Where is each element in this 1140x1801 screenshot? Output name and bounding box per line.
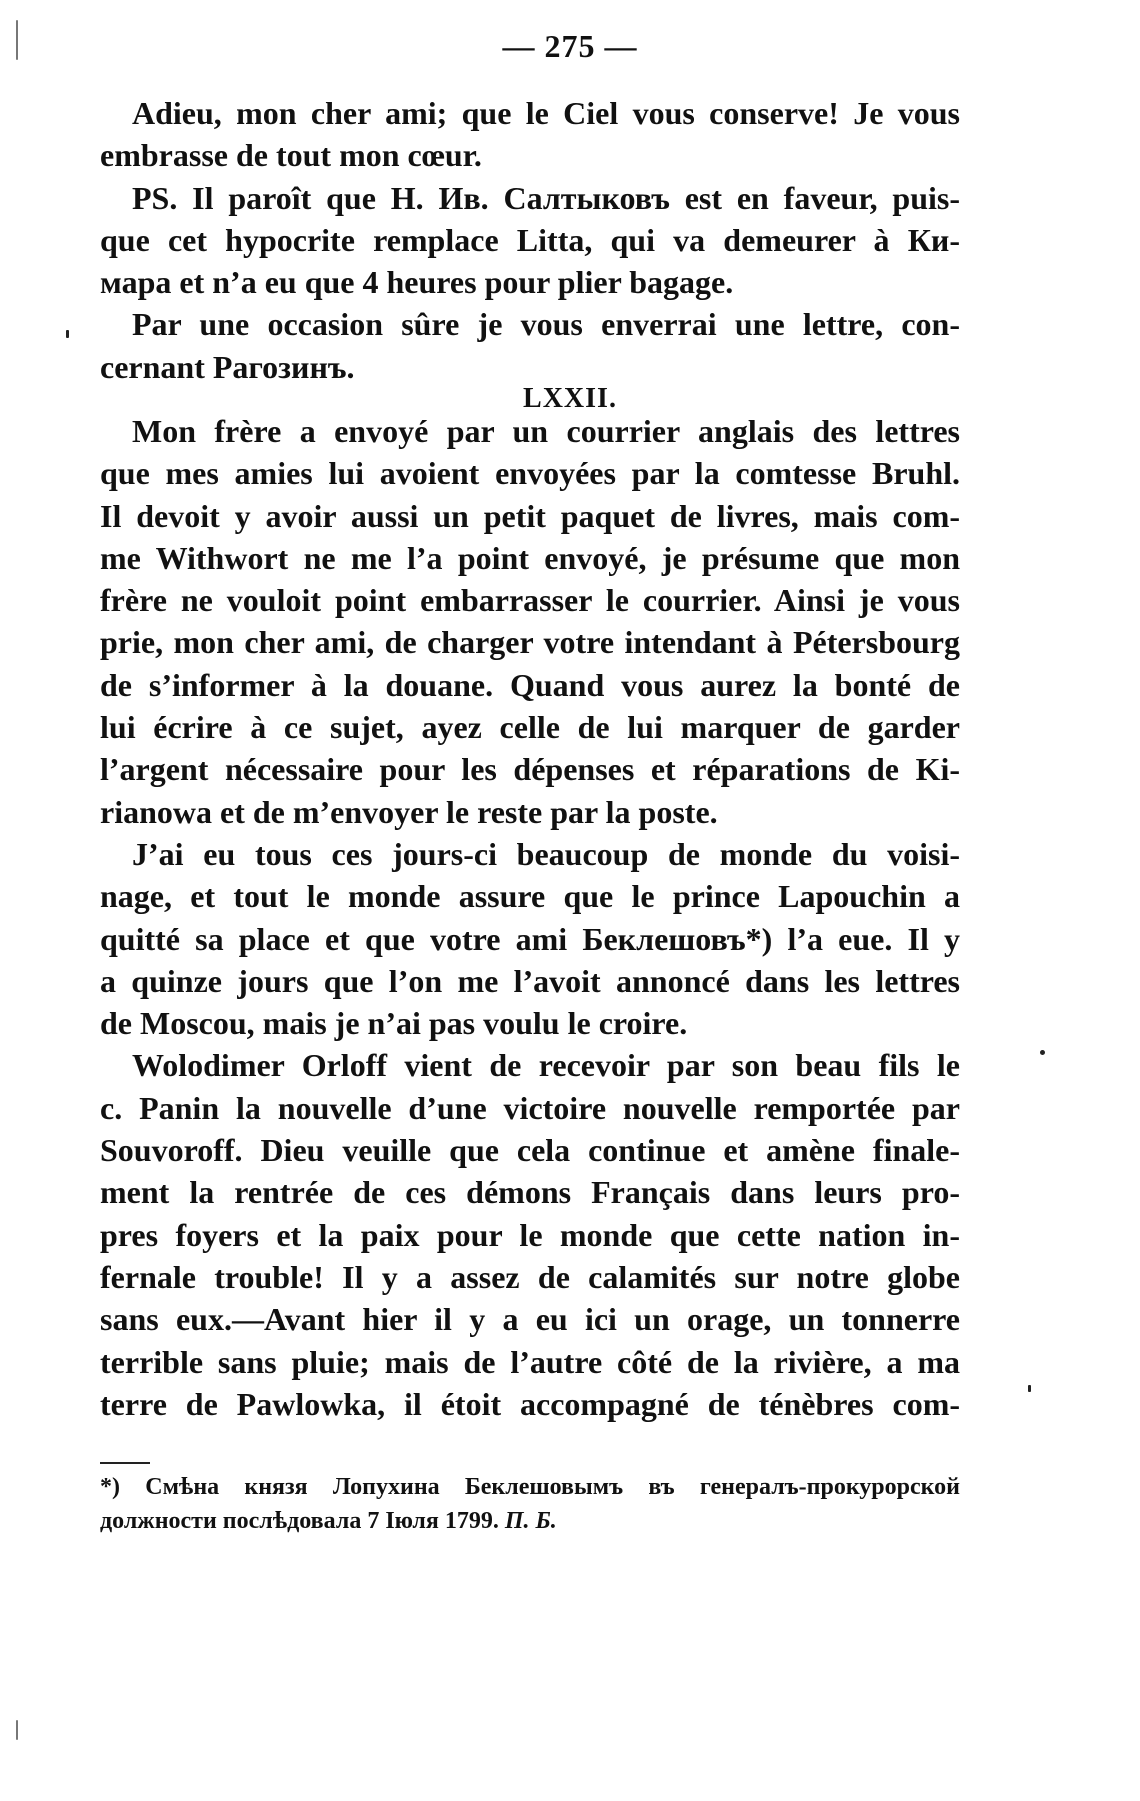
text-line: de Moscou, mais je n’ai pas voulu le croire. [100,1005,688,1042]
text-line: frère ne vouloit point embarrasser le courrier. Ainsi je vous [100,582,960,619]
footnote [100,1470,960,1538]
text-line: Par une occasion sûre je vous enverrai une lettre, con- [132,306,960,343]
page-number: — 275 — [502,28,638,64]
text-line: J’ai eu tous ces jours-ci beaucoup de monde du voisi- [132,835,960,872]
text-line: sans eux.—Avant hier il y a eu ici un orage, un tonnerre [100,1301,960,1338]
footnote-line [100,1504,960,1538]
section-heading: LXXII. [523,383,617,414]
text-line: Wolodimer Orloff vient de recevoir par son beau fils le [132,1047,960,1084]
scan-speck [66,330,69,338]
scan-edge-mark [16,20,18,60]
text-line: Il devoit y avoir aussi un petit paquet de livres, mais com- [100,497,960,534]
text-line: rianowa et de m’envoyer le reste par la poste. [100,793,718,830]
footnote-line: *) Смѣна князя Лопухина Беклешовымъ въ генералъ-прокурорской [100,1474,960,1500]
text-line: quitté sa place et que votre ami Беклешовъ*) l’a eue. Il y [100,920,960,957]
text-line: Souvoroff. Dieu veuille que cela continue et amène finale- [100,1132,960,1169]
scan-speck [1040,1050,1045,1055]
text-line: мара et n’a eu que 4 heures pour plier bagage. [100,264,734,301]
footnote-text: должности послѣдовала 7 Іюля 1799. [100,1508,499,1534]
text-line: me Withwort ne me l’a point envoyé, je présume que mon [100,539,960,576]
footnote-divider [100,1462,150,1464]
text-line: ment la rentrée de ces démons Français dans leurs pro- [100,1174,960,1211]
text-line: pres foyers et la paix pour le monde que cette nation in- [100,1216,960,1253]
text-line: a quinze jours que l’on me l’avoit annoncé dans les lettres [100,962,960,999]
scan-edge-mark [16,1720,18,1740]
text-line: prie, mon cher ami, de charger votre intendant à Pétersbourg [100,624,960,661]
text-line: nage, et tout le monde assure que le prince Lapouchin a [100,878,960,915]
text-line: cernant Рагозинъ. [100,348,355,385]
letter-body-block [100,410,960,1425]
text-line: l’argent nécessaire pour les dépenses et réparations de Ki- [100,751,960,788]
text-line: fernale trouble! Il y a assez de calamités sur notre globe [100,1258,960,1295]
text-line: lui écrire à ce sujet, ayez celle de lui marquer de garder [100,709,960,746]
text-line: c. Panin la nouvelle d’une victoire nouvelle remportée par [100,1089,960,1126]
text-line: PS. Il paroît que H. Ив. Салтыковъ est en faveur, puis- [132,179,961,216]
text-line: embrasse de tout mon cœur. [100,137,482,174]
text-line: que mes amies lui avoient envoyées par la comtesse Bruhl. [100,455,960,492]
text-line: terre de Pawlowka, il étoit accompagné de ténèbres com- [100,1385,960,1422]
text-line: de s’informer à la douane. Quand vous aurez la bonté de [100,666,960,703]
letter-closing-block [100,92,960,388]
text-line: que cet hypocrite remplace Litta, qui va demeurer à Ки- [100,221,960,258]
scan-speck [1028,1385,1031,1392]
text-line: Adieu, mon cher ami; que le Ciel vous conserve! Je vous [132,95,960,131]
text-line: terrible sans pluie; mais de l’autre côté de la rivière, a ma [100,1343,960,1380]
footnote-signature: П. Б. [504,1508,557,1534]
text-line: Mon frère a envoyé par un courrier anglais des lettres [132,413,960,449]
